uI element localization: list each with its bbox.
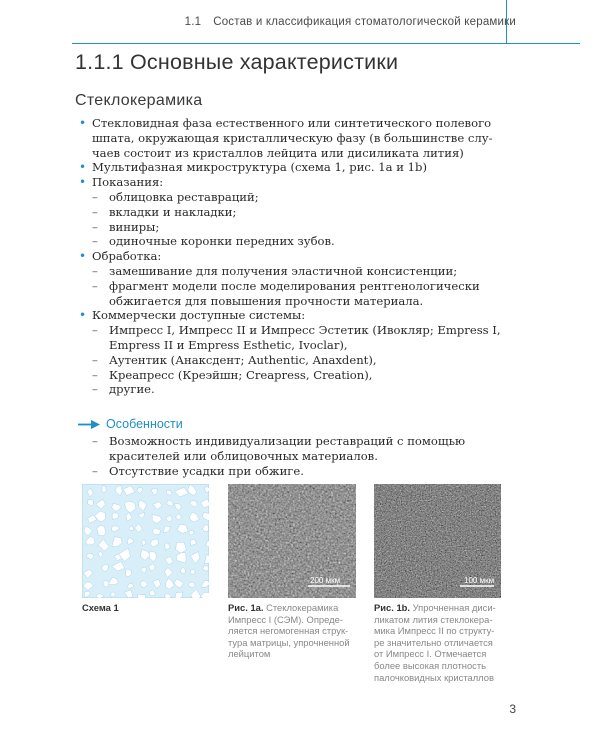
sub-list-item-text (109, 234, 502, 249)
dash-icon: – (92, 204, 98, 219)
crystal-shape (175, 592, 183, 598)
text-line: лейцитом (228, 648, 271, 660)
features-block (92, 434, 503, 478)
text-line: более высокая плотность (374, 659, 487, 671)
feature-item (92, 434, 503, 464)
text-line: одиночные коронки передних зубов. (109, 234, 335, 249)
dash-icon: – (92, 219, 98, 234)
text-line: Возможность индивидуализации реставраций с помощью (109, 434, 466, 448)
bullet-icon: • (79, 116, 87, 130)
bullet-icon: • (79, 175, 87, 190)
caption-fig-1b-label: Рис. 1b. (374, 602, 410, 613)
text-line: Стекловидная фаза естественного или синтетического полевого (92, 116, 492, 130)
sub-list (92, 264, 502, 308)
arrow-right-icon (78, 420, 100, 429)
caption-fig-1b (374, 602, 506, 683)
sem-photo-1b (374, 484, 501, 598)
schema-1-figure (82, 484, 209, 598)
dash-icon: – (92, 463, 98, 478)
text-line: Стеклокерамика (266, 602, 339, 613)
text-line: Мультифазная микроструктура (схема 1, рис. 1а и 1b) (92, 160, 428, 175)
dash-icon: – (92, 382, 98, 397)
running-header-title: Состав и классификация стоматологической керамики (213, 16, 516, 28)
caption-schema-1-label: Схема 1 (82, 602, 119, 613)
list-item (79, 249, 502, 308)
sub-list-item-text (109, 382, 502, 397)
text-line: тура матрицы, упрочненной (228, 636, 350, 648)
feature-item-text (109, 434, 503, 464)
list-item-text (92, 249, 502, 264)
crystal-shape (189, 530, 194, 535)
bullet-icon: • (79, 308, 87, 323)
text-line: Креапресс (Креэйшн; Creapress, Creation), (109, 367, 373, 382)
text-line: Упрочненная диси- (412, 602, 496, 613)
text-line: палочковидных кристаллов (374, 671, 494, 683)
dash-icon: – (92, 278, 98, 293)
caption-fig-1a (228, 602, 360, 660)
sub-list-item (92, 234, 502, 249)
main-list-block (79, 116, 502, 397)
list-item-text (92, 116, 502, 160)
text-line: Отсутствие усадки при обжиге. (109, 463, 304, 478)
sub-list-item (92, 382, 502, 397)
text-line: Показания: (92, 175, 164, 190)
text-line: чаев состоит из кристаллов лейцита или дисиликата лития) (92, 145, 464, 160)
list-item (79, 116, 502, 160)
sem-image-1a (228, 484, 356, 598)
list-item-text (92, 175, 502, 190)
features-list (92, 434, 503, 478)
text-line: Обработка: (92, 249, 162, 264)
section-subtitle: Стеклокерамика (75, 92, 203, 109)
sub-list-item-text (109, 353, 502, 368)
sub-list-item-text (109, 279, 502, 309)
features-heading (78, 417, 183, 431)
dash-icon: – (92, 367, 98, 382)
dash-icon: – (92, 323, 98, 338)
bullet-icon: • (79, 249, 87, 264)
schema-1-diagram (82, 484, 209, 598)
sub-list-item-text (109, 323, 502, 353)
text-line: красителей или облицовочных материалов. (109, 448, 378, 463)
sub-list-item-text (109, 220, 502, 235)
sub-list-item (92, 278, 502, 309)
sub-list-item (92, 219, 502, 235)
sub-list-item (92, 367, 502, 383)
running-header-number: 1.1 (184, 16, 202, 28)
text-line: виниры; (109, 219, 160, 234)
running-header (185, 16, 516, 28)
text-line: Аутентик (Анаксдент; Authentic, Anaxdent), (109, 352, 377, 367)
text-line: Коммерчески доступные системы: (92, 308, 306, 323)
text-line: другие. (109, 382, 155, 397)
text-line: обжигается для повышения прочности материала. (109, 293, 424, 308)
text-line: Empress II и Empress Esthetic, Ivoclar), (109, 337, 348, 352)
sub-list-item-text (109, 190, 502, 205)
sub-list (92, 190, 502, 249)
list-item-text (92, 308, 502, 323)
sub-list (92, 323, 502, 397)
sem-photo-1a (228, 484, 356, 598)
text-line: Импресс I, Импресс II и Импресс Эстетик (Ивокляр; Empress I, (109, 323, 501, 338)
crystal-shape (138, 594, 146, 598)
sub-list-item (92, 204, 502, 220)
dash-icon: – (92, 434, 98, 448)
text-line: замешивание для получения эластичной консистенции; (109, 263, 458, 278)
list-item (79, 160, 502, 175)
sub-list-item (92, 263, 502, 279)
caption-fig-1b-text (374, 602, 496, 683)
text-line: шпата, окружающая кристаллическую фазу (в большинстве слу- (92, 130, 493, 145)
text-line: мика Импресс II по структу- (374, 625, 495, 637)
list-item (79, 175, 502, 249)
bullet-icon: • (79, 160, 87, 175)
text-line: фрагмент модели после моделирования рентгенологически (109, 278, 480, 293)
features-heading-text: Особенности (106, 417, 183, 431)
sem-image-1b (374, 484, 501, 598)
sub-list-item (92, 352, 502, 368)
text-line: от Импресс I. Отмечается (374, 648, 487, 660)
caption-fig-1a-label: Рис. 1a. (228, 602, 264, 613)
text-line: Импресс I (СЭМ). Опреде- (228, 613, 343, 625)
sub-list-item (92, 323, 502, 353)
list-item (79, 308, 502, 397)
feature-item (92, 463, 503, 479)
caption-schema-1 (82, 602, 209, 614)
header-horizontal-rule (72, 43, 580, 44)
page-number: 3 (509, 702, 516, 716)
dash-icon: – (92, 263, 98, 278)
text-line: ре значительно отличается (374, 636, 493, 648)
scale-bar-label-1b: 100 мкм (464, 576, 495, 585)
feature-item-text (109, 464, 503, 479)
text-line: ликатом лития стеклокера- (374, 613, 493, 625)
dash-icon: – (92, 189, 98, 204)
sub-list-item (92, 189, 502, 205)
scale-bar-label-1a: 200 мкм (310, 576, 341, 585)
section-title: 1.1.1 Основные характеристики (75, 50, 399, 74)
dash-icon: – (92, 352, 98, 367)
sub-list-item-text (109, 205, 502, 220)
text-line: вкладки и накладки; (109, 204, 237, 219)
list-item-text (92, 160, 502, 175)
sub-list-item-text (109, 264, 502, 279)
text-line: облицовка реставраций; (109, 189, 259, 204)
sub-list-item-text (109, 368, 502, 383)
main-list (79, 116, 502, 397)
dash-icon: – (92, 234, 98, 249)
text-line: ляется негомогенная струк- (228, 625, 349, 637)
